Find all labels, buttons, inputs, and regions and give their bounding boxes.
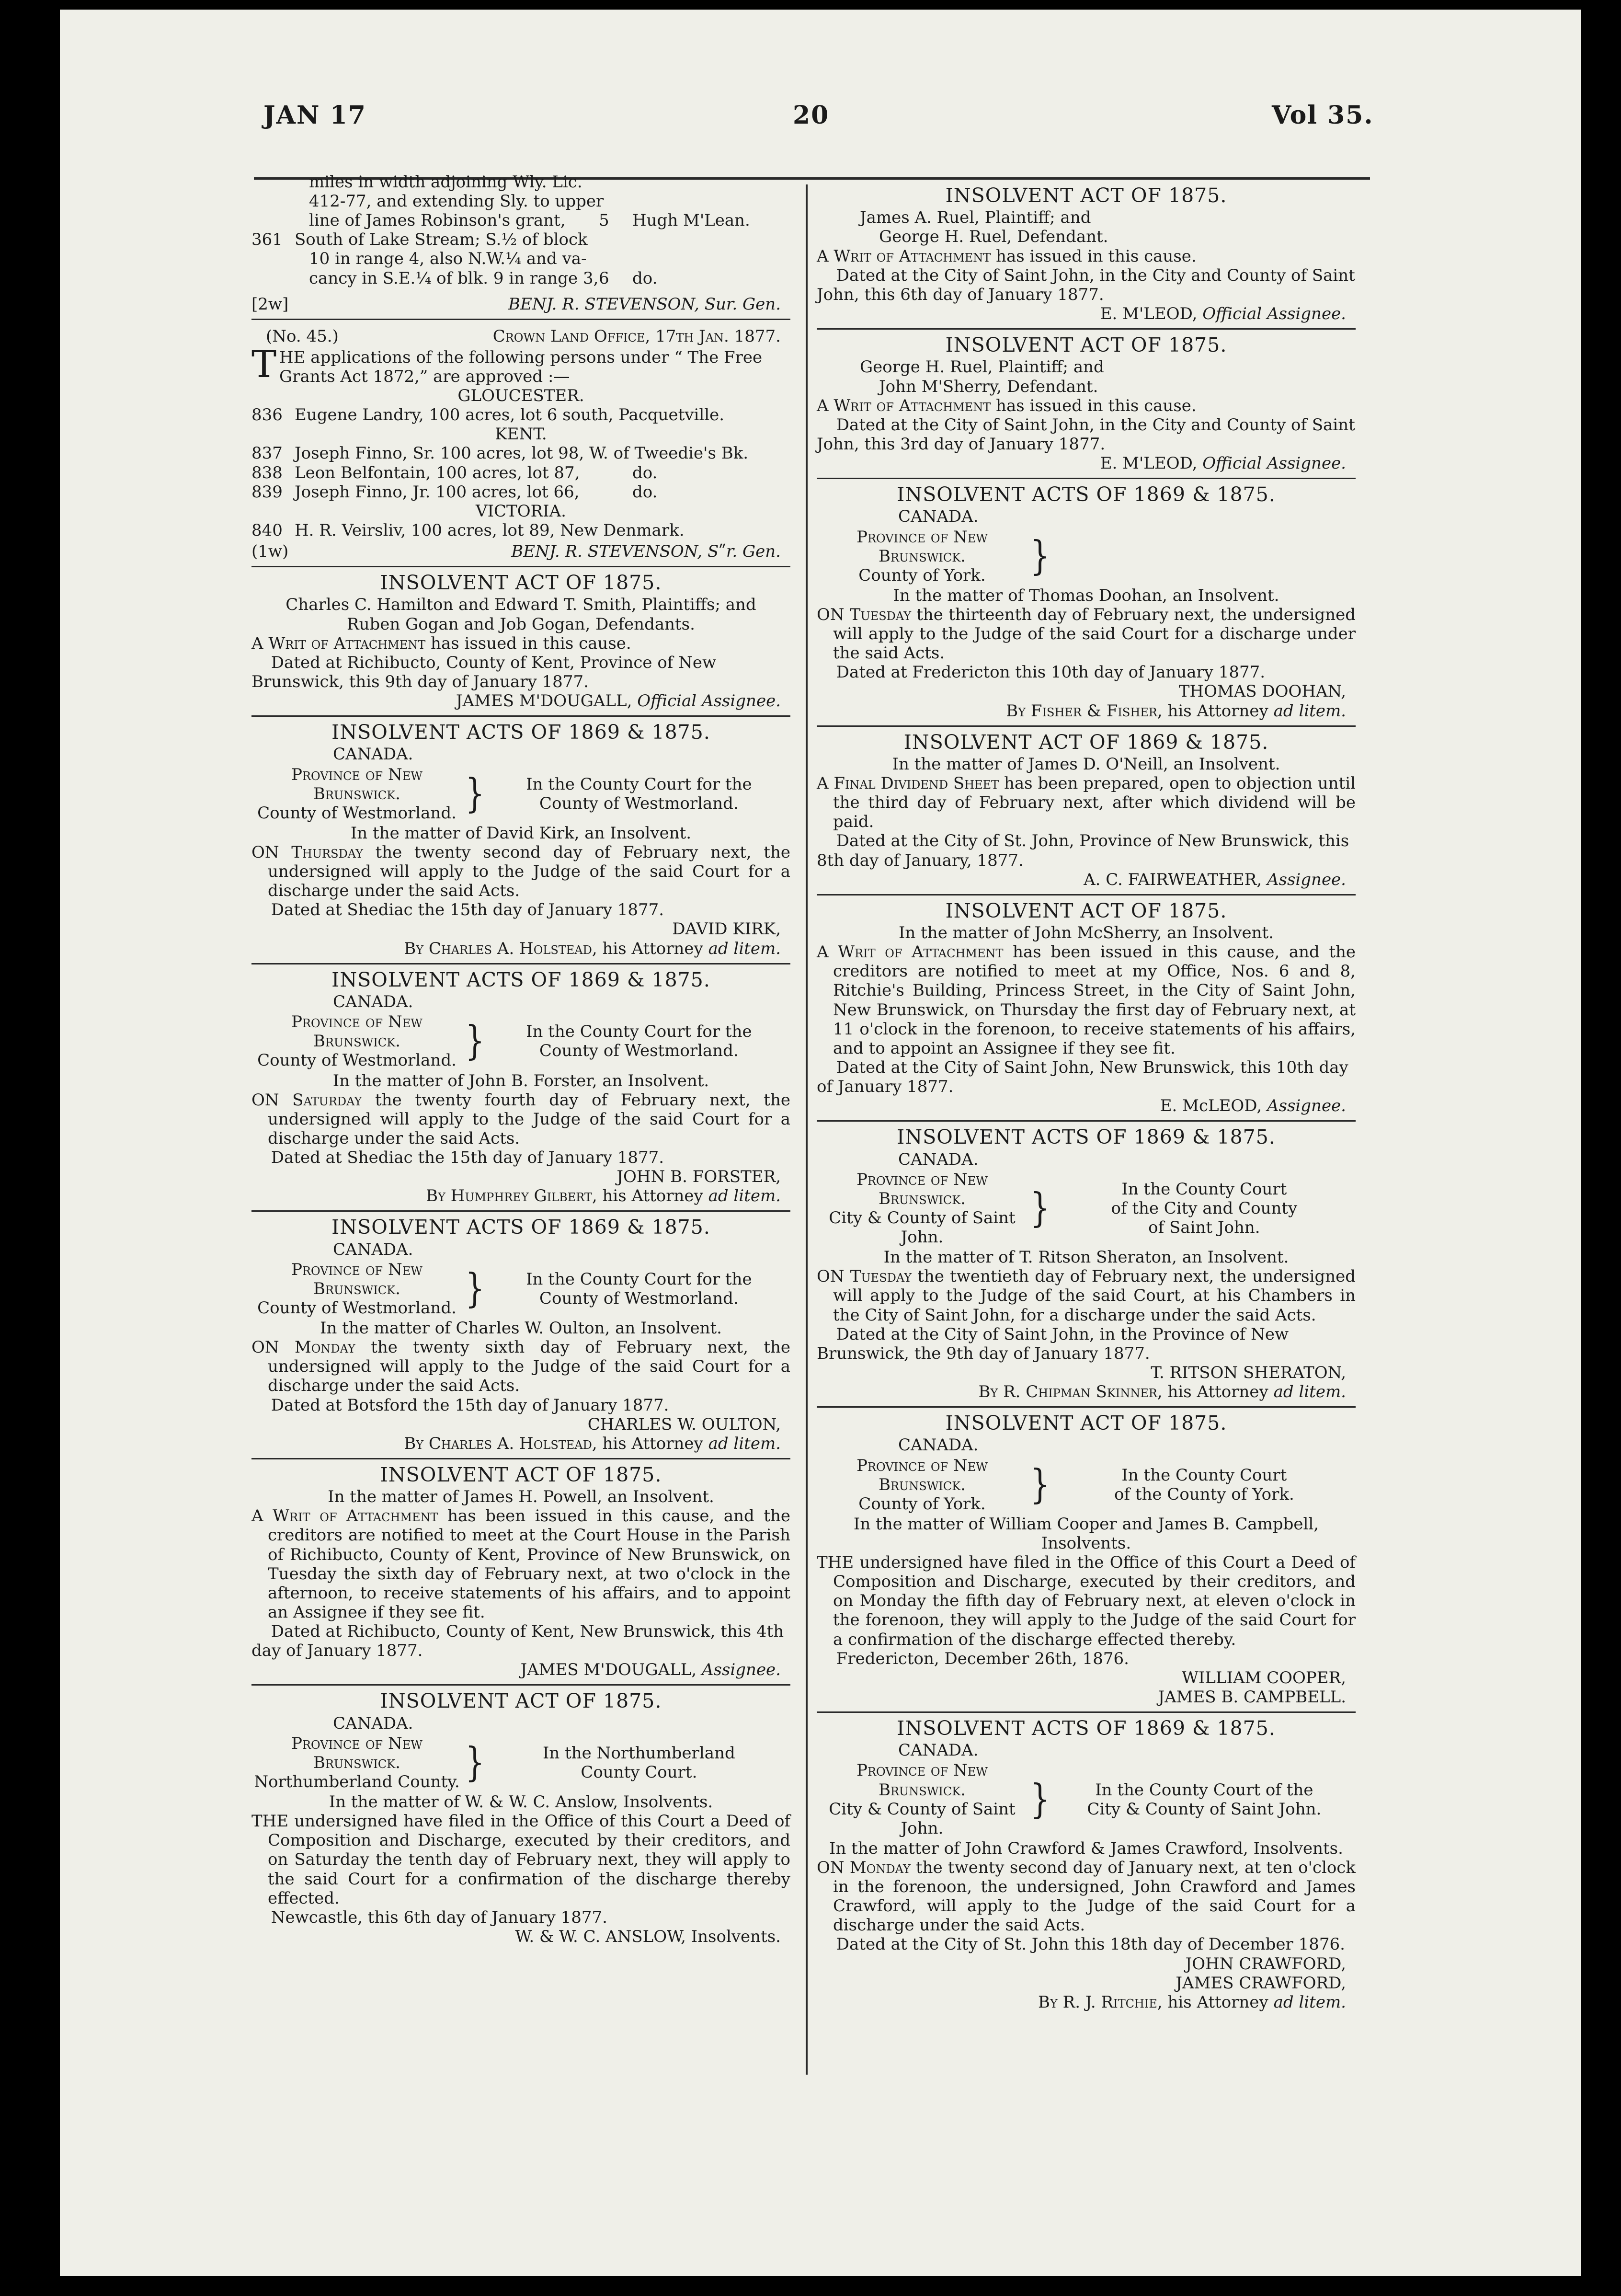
section-rule (251, 715, 790, 717)
body-text: the twentieth day of February next, the undersigned will apply to the Judge of the said Court, at his Chambers in the City of Saint John, for a discharge under the said Acts. (833, 1267, 1356, 1325)
grant-entry: Joseph Finno, Sr. 100 acres, lot 98, W. of Tweedie's Bk. (295, 444, 749, 463)
ad-litem: ad litem. (1273, 1992, 1346, 2012)
dateline: Dated at the City of Saint John, in the Province of New Brunswick, the 9th day of January 1877. (817, 1324, 1289, 1363)
notice-title: INSOLVENT ACT OF 1869 & 1875. (903, 730, 1269, 754)
notice-title: INSOLVENT ACTS OF 1869 & 1875. (331, 721, 710, 744)
lot-count: 6 (599, 268, 609, 288)
matter-line: In the matter of John B. Forster, an Insolvent. (332, 1071, 709, 1091)
entry-number: 838 (251, 463, 283, 482)
right-column (817, 144, 1356, 2012)
ad-litem: ad litem. (1273, 701, 1346, 721)
body-lead: ON Tuesday (817, 605, 912, 624)
county-line: County of York. (858, 1494, 986, 1514)
province-line: Province of New Brunswick. (856, 1456, 988, 1494)
insolvent-name: JAMES CRAWFORD, (1176, 1973, 1346, 1993)
grant-entry: H. R. Veirsliv, 100 acres, lot 89, New Denmark. (295, 520, 685, 540)
land-list-continued (251, 172, 790, 314)
entry-number: 839 (251, 482, 283, 502)
left-column (251, 144, 791, 1946)
body-text: the twenty fourth day of February next, the undersigned will apply to the Judge of the said Court for a discharge under the said Acts. (268, 1090, 790, 1148)
dateline: Dated at Fredericton this 10th day of January 1877. (836, 663, 1266, 682)
notice-title: INSOLVENT ACT OF 1875. (945, 333, 1227, 357)
body-lead: ON Thursday (251, 843, 364, 862)
writ-lead: A Writ of Attachment (251, 1506, 438, 1526)
matter-line: In the matter of John Crawford & James Crawford, Insolvents. (829, 1838, 1343, 1858)
dateline: Dated at the City of Saint John, in the City and County of Saint John, this 6th day of January 1877. (817, 265, 1355, 304)
column-divider (806, 184, 808, 2075)
notice-hamilton-gogan (251, 571, 790, 711)
matter-line: In the matter of James H. Powell, an Insolvent. (328, 1487, 714, 1507)
county-heading: KENT. (495, 425, 547, 444)
signature: E. McLEOD, (1160, 1096, 1262, 1116)
court-line: In the County Court for the (526, 774, 752, 794)
notice-title: INSOLVENT ACTS OF 1869 & 1875. (897, 1716, 1276, 1740)
country-heading: CANADA. (333, 1240, 413, 1259)
country-heading: CANADA. (333, 992, 413, 1012)
entry-number: 837 (251, 444, 283, 463)
ditto: do. (632, 463, 658, 482)
attorney-name: By R. Chipman Skinner, (978, 1382, 1163, 1401)
insertion-tag: (1w) (251, 541, 289, 561)
signatory-role: Official Assignee. (1202, 453, 1346, 473)
dateline: Dated at Richibucto, County of Kent, New Brunswick, this 4th day of January 1877. (251, 1621, 784, 1661)
dateline: Dated at Shediac the 15th day of January 1877. (271, 1148, 664, 1167)
body-lead: ON Monday (251, 1338, 355, 1357)
notice-cooper-campbell: INSOLVENT ACT OF 1875. CANADA. Province of New Brunswick. County of York. } In the County Court of the County of York. In the matter of William Cooper and James B. Campbell, Insolvents. THE undersigned have filed in the Office of this Court a Deed of Composition and Discharge, executed by their creditors, and on Monday the fifth day of February next, at eleven o'clock in the forenoon, they will apply to the Judge of the said Court for a confirmation of the discharge effected thereby. Fredericton, December 26th, 1876. WILLIAM COOPER, JAMES B. CAMPBELL. (817, 1412, 1356, 1707)
entry-number: 840 (251, 520, 283, 540)
court-line: In the County Court for the (526, 1022, 752, 1042)
notice-title: INSOLVENT ACT OF 1875. (945, 184, 1227, 207)
attorney-text: his Attorney (597, 1434, 708, 1453)
grantee: Hugh M'Lean. (632, 211, 750, 230)
insertion-tag: [2w] (251, 294, 289, 314)
matter-line: In the matter of William Cooper and James B. Campbell, (853, 1514, 1319, 1534)
insolvent-name: JOHN B. FORSTER, (616, 1167, 781, 1187)
lot-count: 5 (599, 211, 609, 230)
notice-thomas-doohan: INSOLVENT ACTS OF 1869 & 1875. CANADA. Province of New Brunswick. County of York. } In the matter of Thomas Doohan, an Insolvent. ON Tuesday the thirteenth day of February next, the undersigned will apply to the Judge of the said Court for a discharge under the said Acts. Dated at Fredericton this 10th day of January 1877. THOMAS DOOHAN, By Fisher & Fisher, his Attorney ad litem. (817, 483, 1356, 721)
court-line: County of Westmorland. (539, 1041, 739, 1061)
court-line: In the Northumberland (542, 1743, 735, 1763)
body-text: the twenty sixth day of February next, the undersigned will apply to the Judge of the said Court for a discharge under the said Acts. (268, 1338, 790, 1396)
signatory-role: Official Assignee. (637, 691, 781, 711)
body-lead: A Final Dividend Sheet (817, 774, 999, 793)
matter-line: In the matter of James D. O'Neill, an Insolvent. (892, 755, 1280, 774)
notice-title: INSOLVENT ACT OF 1875. (945, 1412, 1227, 1435)
attorney-text: his Attorney (597, 1186, 708, 1206)
matter-line: In the matter of W. & W. C. Anslow, Insolvents. (329, 1792, 713, 1812)
section-rule (817, 328, 1356, 330)
dateline: Dated at the City of St. John this 18th day of December 1876. (836, 1935, 1345, 1954)
province-line: Province of New Brunswick. (856, 1761, 988, 1800)
country-heading: CANADA. (898, 1435, 979, 1455)
section-rule (251, 963, 790, 964)
body-lead: ON Tuesday (817, 1267, 912, 1286)
dateline: Dated at the City of St. John, Province of New Brunswick, this 8th day of January, 1877. (817, 831, 1349, 870)
parties: George H. Ruel, Plaintiff; and (860, 357, 1104, 377)
parties: John M'Sherry, Defendant. (879, 377, 1098, 396)
notice-crawford: INSOLVENT ACTS OF 1869 & 1875. CANADA. Province of New Brunswick. City & County of Saint John. } In the County Court of the City & County of Saint John. In the matter of John Crawford & James Crawford, Insolvents. ON Monday the twenty second day of January next, at ten o'clock in the forenoon, the undersigned, John Crawford and James Crawford, will apply to the Judge of the said Court for a discharge under the said Acts. Dated at the City of St. John this 18th day of December 1876. JOHN CRAWFORD, JAMES CRAWFORD, By R. J. Ritchie, his Attorney ad litem. (817, 1716, 1356, 2012)
grant-entry: Eugene Landry, 100 acres, lot 6 south, Pacquetville. (295, 405, 725, 425)
signature: JAMES M'DOUGALL, (456, 691, 632, 711)
body-lead: ON Saturday (251, 1090, 362, 1110)
parties: George H. Ruel, Defendant. (879, 227, 1108, 247)
signature: BENJ. R. STEVENSON, Sʺr. Gen. (511, 541, 781, 561)
body-lead: ON Monday (817, 1858, 911, 1877)
notice-james-powell (251, 1463, 790, 1679)
insolvent-name: WILLIAM COOPER, (1181, 1668, 1346, 1688)
county-line: County of Westmorland. (257, 1298, 457, 1318)
signature: A. C. FAIRWEATHER, (1084, 870, 1262, 889)
insolvent-name: CHARLES W. OULTON, (587, 1414, 781, 1434)
section-rule (251, 319, 790, 320)
notice-ruel-v-msherry (817, 333, 1356, 473)
dateline: Newcastle, this 6th day of January 1877. (271, 1907, 607, 1927)
parties: James A. Ruel, Plaintiff; and (860, 208, 1091, 228)
country-heading: CANADA. (898, 1149, 979, 1169)
signature: E. M'LEOD, (1100, 453, 1198, 473)
parties: Ruben Gogan and Job Gogan, Defendants. (347, 614, 695, 634)
signatory-role: Assignee. (1267, 870, 1346, 889)
header-date: JAN 17 (263, 101, 366, 130)
writ-lead: A Writ of Attachment (817, 246, 991, 266)
ad-litem: ad litem. (708, 939, 781, 958)
writ-lead: A Writ of Attachment (817, 396, 991, 415)
signature: E. M'LEOD, (1100, 304, 1198, 323)
section-rule (251, 1458, 790, 1459)
drop-cap: T (251, 343, 277, 386)
court-line: County Court. (581, 1762, 697, 1782)
header-volume: Vol 35. (1272, 101, 1374, 130)
text-line: miles in width adjoining Wly. Lic. (309, 172, 582, 192)
office-dateline: Crown Land Office, 17th Jan. 1877. (492, 326, 781, 346)
attorney-name: By Humphrey Gilbert, (426, 1186, 597, 1206)
insolvent-name: THOMAS DOOHAN, (1178, 682, 1346, 701)
writ-lead: A Writ of Attachment (817, 942, 1004, 962)
dateline: Dated at Shediac the 15th day of January 1877. (271, 900, 664, 920)
body-text: the twenty second day of January next, at ten o'clock in the forenoon, the undersigned, John Crawford and James Crawford, will apply to the Judge of the said Court for a discharge under the said Acts. (833, 1858, 1356, 1935)
ad-litem: ad litem. (1273, 1382, 1346, 1401)
court-line: In the County Court of the (1095, 1780, 1313, 1800)
header-page-number: 20 (793, 101, 830, 130)
ditto: do. (632, 482, 658, 502)
matter-line: In the matter of John McSherry, an Insolvent. (899, 923, 1274, 943)
court-line: of the City and County (1111, 1198, 1298, 1218)
entry-number: 836 (251, 405, 283, 425)
section-rule (251, 1210, 790, 1212)
body-text: THE undersigned have filed in the Office of this Court a Deed of Composition and Discharge, executed by their creditors, and on Monday the fifth day of February next, at eleven o'clock in the forenoon, they will apply to the Judge of the said Court for a confirmation of the discharge effected thereby. (817, 1553, 1356, 1649)
intro-text: HE applications of the following persons under “ The Free Grants Act 1872,” are approved :— (279, 347, 763, 386)
court-line: In the County Court for the (526, 1269, 752, 1289)
section-rule (817, 1120, 1356, 1122)
grant-entry: Leon Belfontain, 100 acres, lot 87, (295, 463, 580, 482)
attorney-text: his Attorney (597, 939, 708, 958)
insolvent-name: DAVID KIRK, (672, 919, 781, 939)
insolvent-name: JAMES B. CAMPBELL. (1158, 1687, 1346, 1707)
section-rule (817, 1406, 1356, 1408)
ad-litem: ad litem. (708, 1434, 781, 1453)
attorney-text: his Attorney (1162, 701, 1274, 721)
text-line: South of Lake Stream; S.½ of block (295, 230, 588, 250)
parties: Charles C. Hamilton and Edward T. Smith, Plaintiffs; and (285, 595, 756, 615)
text-line: line of James Robinson's grant, (309, 211, 566, 230)
writ-text: has issued in this cause. (425, 633, 631, 653)
province-line: Province of New Brunswick. (291, 1012, 422, 1051)
county-heading: GLOUCESTER. (457, 386, 584, 406)
country-heading: CANADA. (333, 1713, 413, 1733)
grantee: do. (632, 268, 658, 288)
province-line: Province of New Brunswick. (291, 1260, 422, 1298)
court-line: County of Westmorland. (539, 1288, 739, 1308)
section-rule (817, 478, 1356, 479)
signature: JAMES M'DOUGALL, (520, 1660, 697, 1680)
county-line: County of York. (858, 565, 986, 585)
court-line: of Saint John. (1148, 1218, 1260, 1237)
matter-line: In the matter of T. Ritson Sheraton, an Insolvent. (883, 1248, 1289, 1267)
grant-entry: Joseph Finno, Jr. 100 acres, lot 66, (295, 482, 580, 502)
attorney-name: By Fisher & Fisher, (1006, 701, 1163, 721)
notice-title: INSOLVENT ACT OF 1875. (380, 1689, 662, 1713)
body-text: the thirteenth day of February next, the undersigned will apply to the Judge of the said Court for a discharge under the said Acts. (833, 605, 1356, 663)
notice-charles-oulton: INSOLVENT ACTS OF 1869 & 1875. CANADA. Province of New Brunswick. County of Westmorland. } In the County Court for the County of Westmorland. In the matter of Charles W. Oulton, an Insolvent. ON Monday the twenty sixth day of February next, the undersigned will apply to the Judge of the said Court for a discharge under the said Acts. Dated at Botsford the 15th day of January 1877. CHARLES W. OULTON, By Charles A. Holstead, his Attorney ad litem. (251, 1216, 790, 1453)
court-line: of the County of York. (1114, 1484, 1294, 1504)
attorney-text: his Attorney (1162, 1382, 1274, 1401)
province-line: Province of New Brunswick. (856, 1170, 988, 1208)
attorney-name: By Charles A. Holstead, (404, 939, 597, 958)
matter-line: In the matter of David Kirk, an Insolvent. (350, 823, 692, 843)
notice-james-oneill (817, 731, 1356, 889)
signatory-role: Assignee. (701, 1660, 781, 1680)
section-rule (817, 1711, 1356, 1713)
court-line: County of Westmorland. (539, 793, 739, 813)
text-line: 10 in range 4, also N.W.¼ and va- (309, 249, 587, 269)
province-line: Province of New Brunswick. (856, 527, 988, 566)
notice-david-kirk: INSOLVENT ACTS OF 1869 & 1875. CANADA. Province of New Brunswick. County of Westmorland. } In the County Court for the County of Westmorland. In the matter of David Kirk, an Insolvent. ON Thursday the twenty second day of February next, the undersigned will apply to the Judge of the said Court for a discharge under the said Acts. Dated at Shediac the 15th day of January 1877. DAVID KIRK, By Charles A. Holstead, his Attorney ad litem. (251, 721, 790, 958)
county-line: County of Westmorland. (257, 803, 457, 823)
notice-ritson-sheraton: INSOLVENT ACTS OF 1869 & 1875. CANADA. Province of New Brunswick. City & County of Saint John. } In the County Court of the City and County of Saint John. In the matter of T. Ritson Sheraton, an Insolvent. ON Tuesday the twentieth day of February next, the undersigned will apply to the Judge of the said Court, at his Chambers in the City of Saint John, for a discharge under the said Acts. Dated at the City of Saint John, in the Province of New Brunswick, the 9th day of January 1877. T. RITSON SHERATON, By R. Chipman Skinner, his Attorney ad litem. (817, 1125, 1356, 1401)
country-heading: CANADA. (898, 1741, 979, 1760)
country-heading: CANADA. (333, 745, 413, 764)
county-line: County of Westmorland. (257, 1051, 457, 1070)
dateline: Dated at the City of Saint John, in the City and County of Saint John, this 3rd day of January 1877. (817, 415, 1355, 454)
court-line: In the County Court (1121, 1465, 1287, 1485)
notice-title: INSOLVENT ACTS OF 1869 & 1875. (331, 968, 710, 991)
county-line: Northumberland County. (254, 1772, 460, 1792)
notice-title: INSOLVENT ACTS OF 1869 & 1875. (897, 483, 1276, 506)
county-line: City & County of Saint John. (829, 1208, 1016, 1247)
dateline: Dated at the City of Saint John, New Brunswick, this 10th day of January 1877. (817, 1057, 1348, 1097)
matter-line: In the matter of Charles W. Oulton, an Insolvent. (320, 1319, 722, 1338)
attorney-name: By R. J. Ritchie, (1038, 1992, 1163, 2012)
attorney-text: his Attorney (1162, 1992, 1274, 2012)
text-line: 412-77, and extending Sly. to upper (309, 192, 604, 211)
matter-line: In the matter of Thomas Doohan, an Insolvent. (893, 585, 1279, 605)
signatory-role: Official Assignee. (1202, 304, 1346, 323)
notice-title: INSOLVENT ACTS OF 1869 & 1875. (897, 1125, 1276, 1149)
county-heading: VICTORIA. (476, 501, 566, 521)
dateline: Dated at Richibucto, County of Kent, Province of New Brunswick, this 9th day of January 1877. (251, 653, 717, 691)
notice-title: INSOLVENT ACTS OF 1869 & 1875. (331, 1216, 710, 1239)
notice-john-forster: INSOLVENT ACTS OF 1869 & 1875. CANADA. Province of New Brunswick. County of Westmorland. } In the County Court for the County of Westmorland. In the matter of John B. Forster, an Insolvent. ON Saturday the twenty fourth day of February next, the undersigned will apply to the Judge of the said Court for a discharge under the said Acts. Dated at Shediac the 15th day of January 1877. JOHN B. FORSTER, By Humphrey Gilbert, his Attorney ad litem. (251, 968, 790, 1206)
matter-line: Insolvents. (1041, 1533, 1131, 1553)
insolvent-name: T. RITSON SHERATON, (1151, 1363, 1346, 1382)
court-line: City & County of Saint John. (1087, 1799, 1322, 1819)
insolvent-name: JOHN CRAWFORD, (1185, 1954, 1346, 1974)
notice-title: INSOLVENT ACT OF 1875. (945, 899, 1227, 922)
writ-text: has issued in this cause. (991, 396, 1197, 415)
section-rule (817, 725, 1356, 727)
writ-lead: A Writ of Attachment (251, 633, 426, 653)
body-text: the twenty second day of February next, the undersigned will apply to the Judge of the said Court for a discharge under the said Acts. (268, 843, 790, 901)
notice-ruel-v-ruel (817, 184, 1356, 323)
notice-number: (No. 45.) (266, 326, 339, 346)
body-text: has been prepared, open to objection until the third day of February next, after which dividend will be paid. (833, 774, 1356, 832)
attorney-name: By Charles A. Holstead, (404, 1434, 597, 1453)
court-line: In the County Court (1121, 1179, 1287, 1199)
country-heading: CANADA. (898, 507, 979, 527)
notice-john-mcsherry (817, 899, 1356, 1115)
notice-title: INSOLVENT ACT OF 1875. (380, 1463, 662, 1486)
notice-anslow: INSOLVENT ACT OF 1875. CANADA. Province of New Brunswick. Northumberland County. } In the Northumberland County Court. In the matter of W. & W. C. Anslow, Insolvents. THE undersigned have filed in the Office of this Court a Deed of Composition and Discharge, executed by their creditors, and on Saturday the tenth day of February next, they will apply to the said Court for a confirmation of the discharge thereby effected. Newcastle, this 6th day of January 1877. W. & W. C. ANSLOW, Insolvents. (251, 1689, 790, 1946)
writ-text: has issued in this cause. (991, 246, 1197, 266)
text-line: cancy in S.E.¼ of blk. 9 in range 3, (309, 268, 599, 288)
province-line: Province of New Brunswick. (291, 1733, 422, 1772)
body-text: has been issued in this cause, and the creditors are notified to meet at my Office, Nos. 6 and 8, Ritchie's Building, Princess Street, in the City of Saint John, New Brunswick, on Thursday the first day of February next, at 11 o'clock in the forenoon, to receive statements of his affairs, and to appoint an Assignee if they see fit. (833, 942, 1356, 1058)
county-line: City & County of Saint John. (829, 1799, 1016, 1838)
body-text: has been issued in this cause, and the creditors are notified to meet at the Court House in the Parish of Richibucto, County of Kent, Province of New Brunswick, on Tuesday the sixth day of February next, at two o'clock in the afternoon, to receive statements of his affairs, and to appoint an Assignee if they see fit. (268, 1506, 791, 1622)
dateline: Fredericton, December 26th, 1876. (836, 1649, 1129, 1668)
section-rule (251, 566, 790, 567)
entry-number: 361 (251, 230, 283, 250)
section-rule (817, 894, 1356, 895)
dateline: Dated at Botsford the 15th day of January 1877. (271, 1395, 669, 1415)
signature: BENJ. R. STEVENSON, Sur. Gen. (508, 294, 781, 314)
body-text: THE undersigned have filed in the Office of this Court a Deed of Composition and Discharge, executed by their creditors, and on Saturday the tenth day of February next, they will apply to the said Court for a confirmation of the discharge thereby effected. (251, 1812, 790, 1908)
signatory-role: Assignee. (1267, 1096, 1346, 1116)
free-grants-notice (251, 327, 790, 561)
ad-litem: ad litem. (708, 1186, 781, 1206)
province-line: Province of New Brunswick. (291, 765, 422, 804)
notice-title: INSOLVENT ACT OF 1875. (380, 571, 662, 595)
section-rule (251, 1684, 790, 1686)
signature: W. & W. C. ANSLOW, Insolvents. (515, 1927, 781, 1946)
